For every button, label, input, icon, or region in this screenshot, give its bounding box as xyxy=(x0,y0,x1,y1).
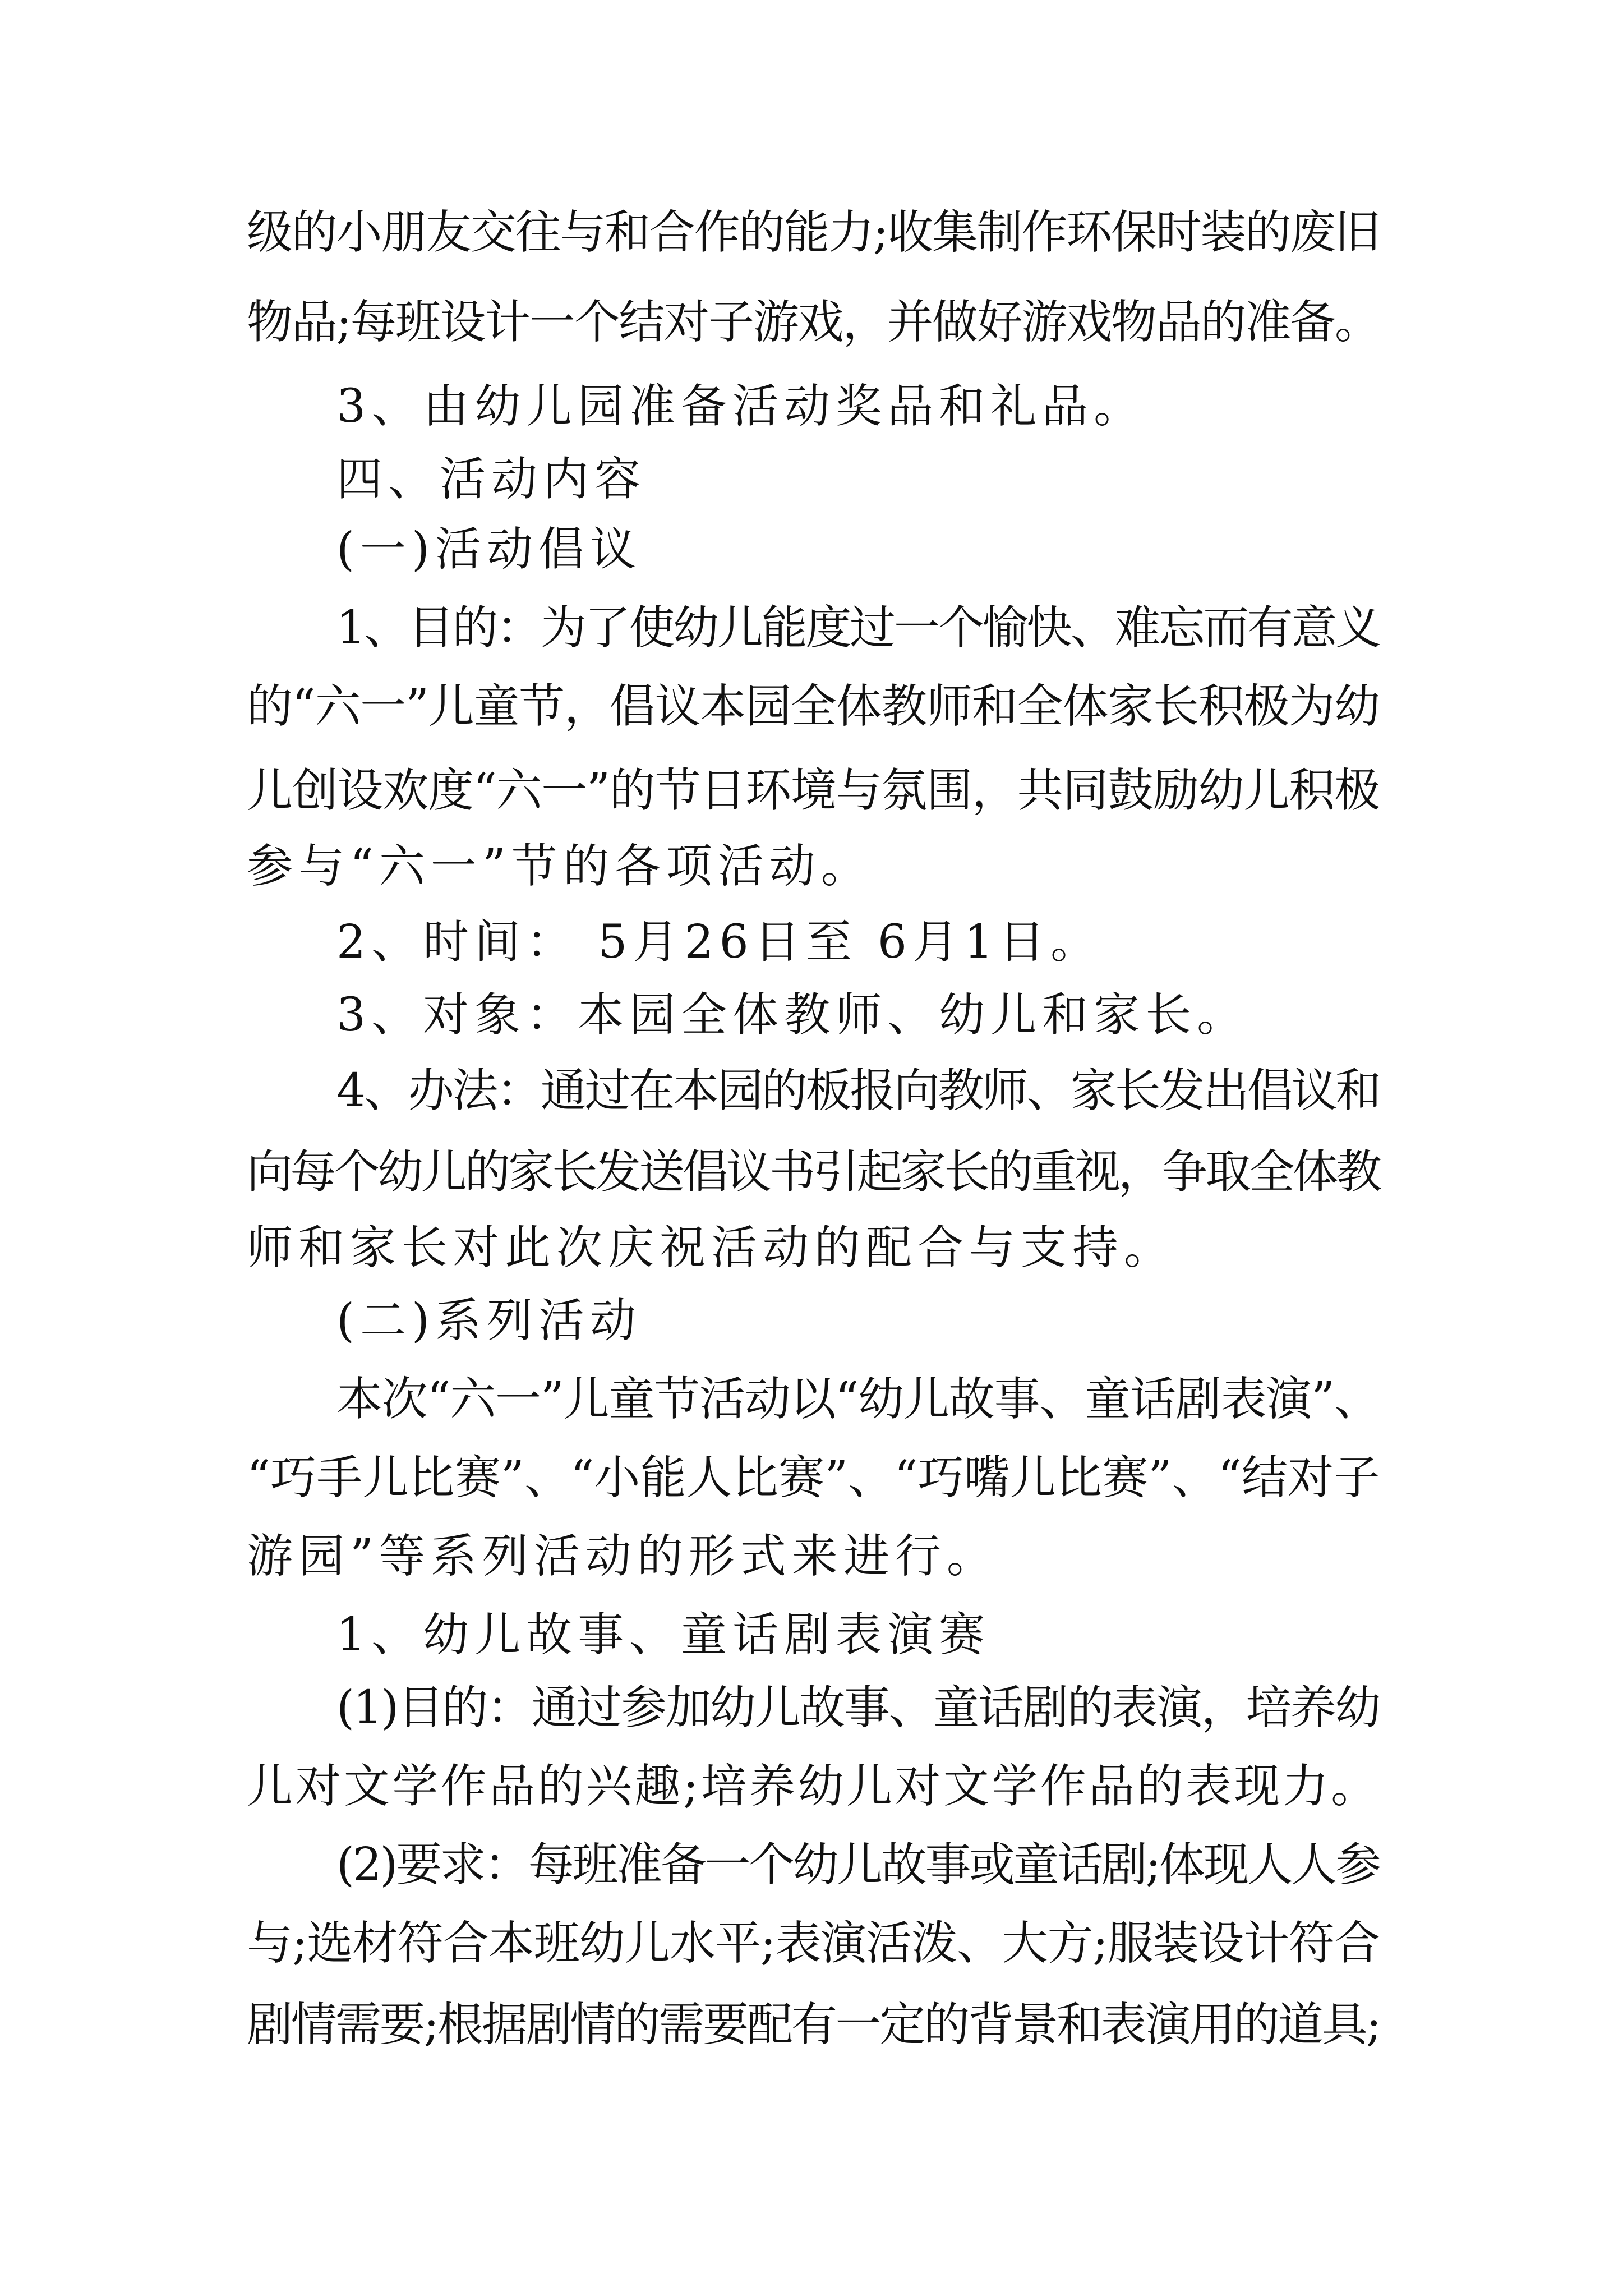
paragraph-line: 1、目的：为了使幼儿能度过一个愉快、难忘而有意义 xyxy=(336,601,1380,655)
paragraph-line: 游园”等系列活动的形式来进行。 xyxy=(247,1530,998,1583)
paragraph-line: 儿对文学作品的兴趣;培养幼儿对文学作品的表现力。 xyxy=(247,1760,1380,1813)
paragraph-line: 3、由幼儿园准备活动奖品和礼品。 xyxy=(336,380,1146,433)
paragraph-line: 3、对象：本园全体教师、幼儿和家长。 xyxy=(336,988,1249,1042)
paragraph-line: 师和家长对此次庆祝活动的配合与支持。 xyxy=(247,1221,1176,1274)
paragraph-line: 与;选材符合本班幼儿水平;表演活泼、大方;服装设计符合 xyxy=(247,1917,1380,1970)
paragraph-line: 参与“六一”节的各项活动。 xyxy=(247,840,873,893)
paragraph-line: 的“六一”儿童节，倡议本园全体教师和全体家长积极为幼 xyxy=(247,680,1380,733)
paragraph-line: 4、办法：通过在本园的板报向教师、家长发出倡议和 xyxy=(336,1064,1380,1117)
section-heading: 四、活动内容 xyxy=(336,453,647,506)
paragraph-line: 2、时间： 5月26日至 6月1日。 xyxy=(336,915,1103,969)
paragraph-line: 剧情需要;根据剧情的需要配有一定的背景和表演用的道具; xyxy=(247,1998,1380,2051)
paragraph-line: 本次“六一”儿童节活动以“幼儿故事、童话剧表演”、 xyxy=(336,1373,1380,1426)
paragraph-line: (1)目的：通过参加幼儿故事、童话剧的表演，培养幼 xyxy=(336,1681,1380,1734)
paragraph-line: (2)要求：每班准备一个幼儿故事或童话剧;体现人人参 xyxy=(336,1838,1380,1892)
paragraph-line: 1、幼儿故事、童话剧表演赛 xyxy=(336,1608,991,1662)
subsection-heading: (一)活动倡议 xyxy=(336,523,642,576)
paragraph-line: “巧手儿比赛”、“小能人比赛”、“巧嘴儿比赛”、“结对子 xyxy=(247,1451,1380,1504)
paragraph-line: 级的小朋友交往与和合作的能力;收集制作环保时装的废旧 xyxy=(247,206,1380,259)
paragraph-line: 向每个幼儿的家长发送倡议书引起家长的重视，争取全体教 xyxy=(247,1145,1380,1199)
paragraph-line: 儿创设欢度“六一”的节日环境与氛围，共同鼓励幼儿积极 xyxy=(247,764,1380,817)
paragraph-line: 物品;每班设计一个结对子游戏，并做好游戏物品的准备。 xyxy=(247,296,1380,349)
subsection-heading: (二)系列活动 xyxy=(336,1294,642,1347)
